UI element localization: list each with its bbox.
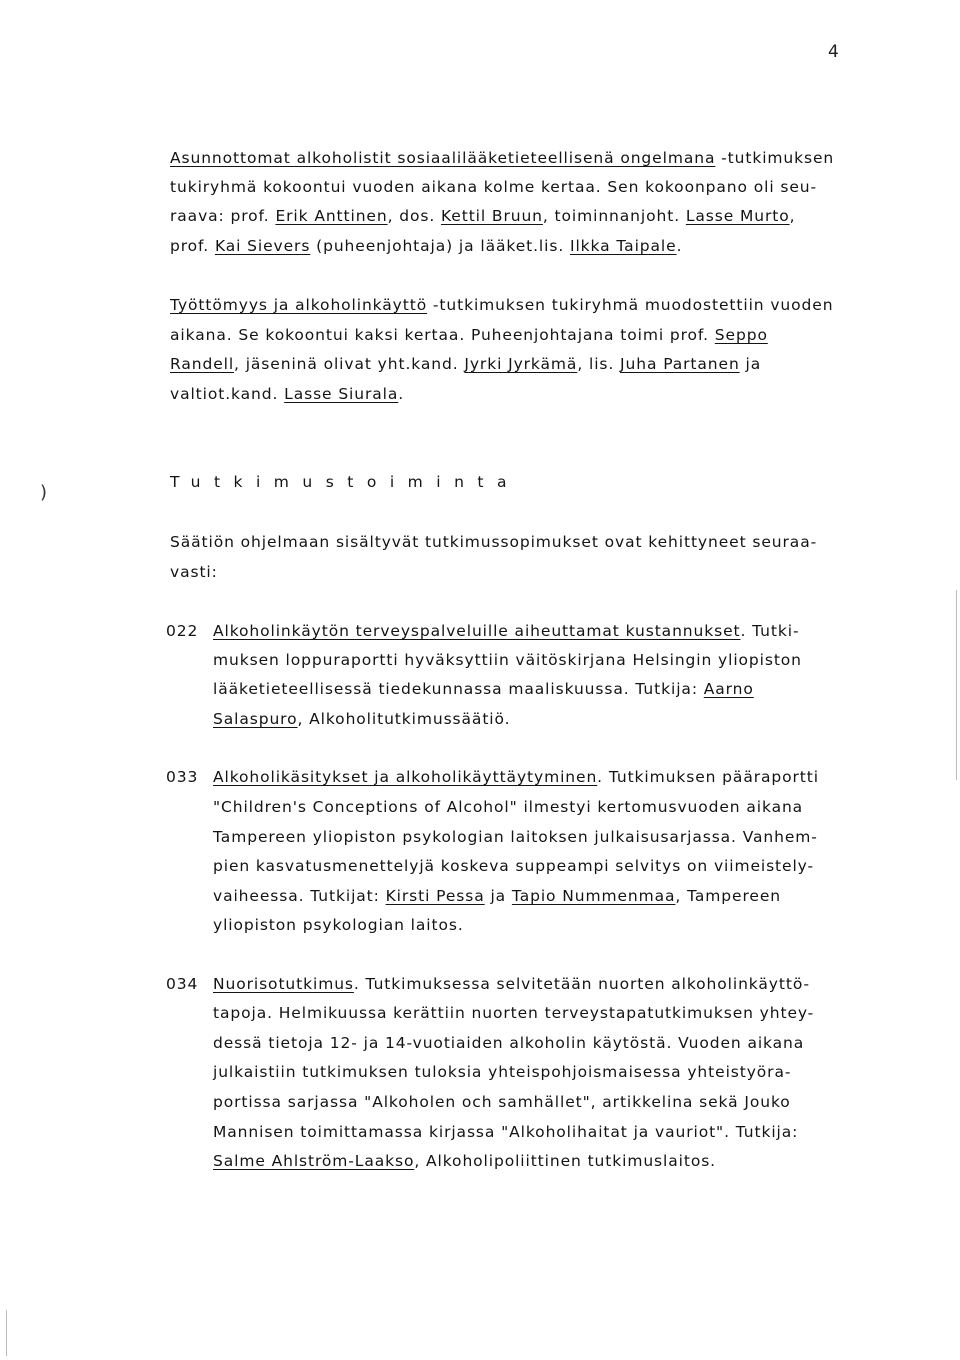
text-line bbox=[213, 649, 802, 671]
text-segment: , jäseninä olivat yht.kand. bbox=[234, 355, 465, 373]
text-segment: yliopiston psykologian laitos. bbox=[213, 916, 464, 934]
text-line bbox=[213, 766, 819, 788]
text-line bbox=[170, 383, 404, 405]
text-segment: vasti: bbox=[170, 563, 218, 581]
text-segment: pien kasvatusmenettelyjä koskeva suppeampi selvitys on viimeistely- bbox=[213, 857, 814, 875]
underlined-text: Randell bbox=[170, 355, 235, 373]
underlined-text: Tapio Nummenmaa bbox=[511, 887, 676, 905]
text-segment: , dos. bbox=[387, 207, 441, 225]
text-segment: dessä tietoja 12- ja 14-vuotiaiden alkoholin käytöstä. Vuoden aikana bbox=[213, 1034, 805, 1052]
item-number: 022 bbox=[166, 622, 199, 640]
text-segment: . Tutkimuksen pääraportti bbox=[597, 768, 819, 786]
text-segment: portissa sarjassa "Alkoholen och samhället", artikkelina sekä Jouko bbox=[213, 1093, 791, 1111]
underlined-text: Jyrki Jyrkämä bbox=[464, 355, 578, 373]
text-segment: -tutkimuksen bbox=[715, 149, 835, 167]
text-segment: (puheenjohtaja) ja lääket.lis. bbox=[310, 237, 570, 255]
text-line bbox=[170, 176, 817, 198]
text-line bbox=[213, 885, 781, 907]
text-line bbox=[213, 1002, 814, 1024]
text-line bbox=[213, 620, 799, 642]
text-line bbox=[170, 324, 768, 346]
text-segment: , bbox=[789, 207, 796, 225]
text-segment: . bbox=[398, 385, 405, 403]
text-line bbox=[213, 855, 814, 877]
text-line bbox=[213, 708, 510, 730]
underlined-text: Kettil Bruun bbox=[441, 207, 543, 225]
text-segment: Tampereen yliopiston psykologian laitoksen julkaisusarjassa. Vanhem- bbox=[213, 828, 818, 846]
text-segment: aikana. Se kokoontui kaksi kertaa. Puheenjohtajana toimi prof. bbox=[170, 326, 715, 344]
underlined-text: Lasse Siurala bbox=[284, 385, 399, 403]
margin-mark: ) bbox=[40, 482, 48, 503]
text-line bbox=[170, 147, 834, 169]
underlined-text: Salme Ahlström-Laakso bbox=[213, 1152, 415, 1170]
underlined-text: Alkoholikäsitykset ja alkoholikäyttäytyminen bbox=[213, 768, 598, 786]
text-line bbox=[213, 914, 464, 936]
text-segment: lääketieteellisessä tiedekunnassa maaliskuussa. Tutkija: bbox=[213, 680, 704, 698]
underlined-text: Salaspuro bbox=[213, 710, 298, 728]
page-number: 4 bbox=[828, 42, 839, 62]
scan-edge-line bbox=[6, 1310, 7, 1356]
text-segment: , lis. bbox=[577, 355, 621, 373]
underlined-text: Kai Sievers bbox=[214, 237, 311, 255]
scan-edge-line bbox=[956, 590, 957, 780]
text-line bbox=[213, 796, 803, 818]
text-segment: tukiryhmä kokoontui vuoden aikana kolme kertaa. Sen kokoonpano oli seu- bbox=[170, 178, 817, 196]
underlined-text: Kirsti Pessa bbox=[385, 887, 485, 905]
text-segment: , Tampereen bbox=[675, 887, 781, 905]
section-heading: Tutkimustoiminta bbox=[170, 473, 520, 491]
text-line bbox=[213, 826, 818, 848]
underlined-text: Erik Anttinen bbox=[275, 207, 388, 225]
underlined-text: Juha Partanen bbox=[620, 355, 740, 373]
text-segment: . Tutkimuksessa selvitetään nuorten alkoholinkäyttö- bbox=[353, 975, 810, 993]
text-segment: vaiheessa. Tutkijat: bbox=[213, 887, 386, 905]
text-segment: muksen loppuraportti hyväksyttiin väitöskirjana Helsingin yliopiston bbox=[213, 651, 802, 669]
text-segment: , Alkoholitutkimussäätiö. bbox=[297, 710, 511, 728]
item-number: 034 bbox=[166, 975, 199, 993]
text-segment: Säätiön ohjelmaan sisältyvät tutkimussopimukset ovat kehittyneet seuraa- bbox=[170, 533, 818, 551]
text-line bbox=[170, 531, 817, 553]
underlined-text: Aarno bbox=[703, 680, 754, 698]
text-segment: , Alkoholipoliittinen tutkimuslaitos. bbox=[414, 1152, 717, 1170]
text-segment: Mannisen toimittamassa kirjassa "Alkoholihaitat ja vauriot". Tutkija: bbox=[213, 1123, 799, 1141]
underlined-text: Nuorisotutkimus bbox=[213, 975, 354, 993]
text-segment: tapoja. Helmikuussa kerättiin nuorten terveystapatutkimuksen yhtey- bbox=[213, 1004, 815, 1022]
underlined-text: Lasse Murto bbox=[685, 207, 790, 225]
text-line bbox=[170, 561, 218, 583]
item-number: 033 bbox=[166, 768, 199, 786]
underlined-text: Työttömyys ja alkoholinkäyttö bbox=[170, 296, 428, 314]
text-segment: "Children's Conceptions of Alcohol" ilmestyi kertomusvuoden aikana bbox=[213, 798, 804, 816]
text-line bbox=[213, 1121, 798, 1143]
text-line bbox=[213, 678, 754, 700]
text-line bbox=[170, 294, 833, 316]
text-line bbox=[170, 235, 682, 257]
underlined-text: Asunnottomat alkoholistit sosiaalilääketieteellisenä ongelmana bbox=[170, 149, 716, 167]
text-segment: julkaistiin tutkimuksen tuloksia yhteispohjoismaisessa yhteistyöra- bbox=[213, 1063, 792, 1081]
underlined-text: Seppo bbox=[714, 326, 768, 344]
text-segment: valtiot.kand. bbox=[170, 385, 285, 403]
text-segment: , toiminnanjoht. bbox=[542, 207, 686, 225]
text-line bbox=[213, 1032, 804, 1054]
text-segment: raava: prof. bbox=[170, 207, 276, 225]
text-line bbox=[213, 1150, 716, 1172]
text-line bbox=[170, 205, 795, 227]
text-line bbox=[213, 973, 810, 995]
text-segment: ja bbox=[484, 887, 512, 905]
text-segment: . bbox=[676, 237, 683, 255]
text-line bbox=[170, 353, 761, 375]
text-line bbox=[213, 1091, 791, 1113]
text-segment: -tutkimuksen tukiryhmä muodostettiin vuoden bbox=[427, 296, 834, 314]
text-line bbox=[213, 1061, 791, 1083]
underlined-text: Ilkka Taipale bbox=[569, 237, 677, 255]
text-segment: ja bbox=[739, 355, 762, 373]
text-segment: prof. bbox=[170, 237, 215, 255]
underlined-text: Alkoholinkäytön terveyspalveluille aiheuttamat kustannukset bbox=[213, 622, 741, 640]
text-segment: . Tutki- bbox=[740, 622, 800, 640]
